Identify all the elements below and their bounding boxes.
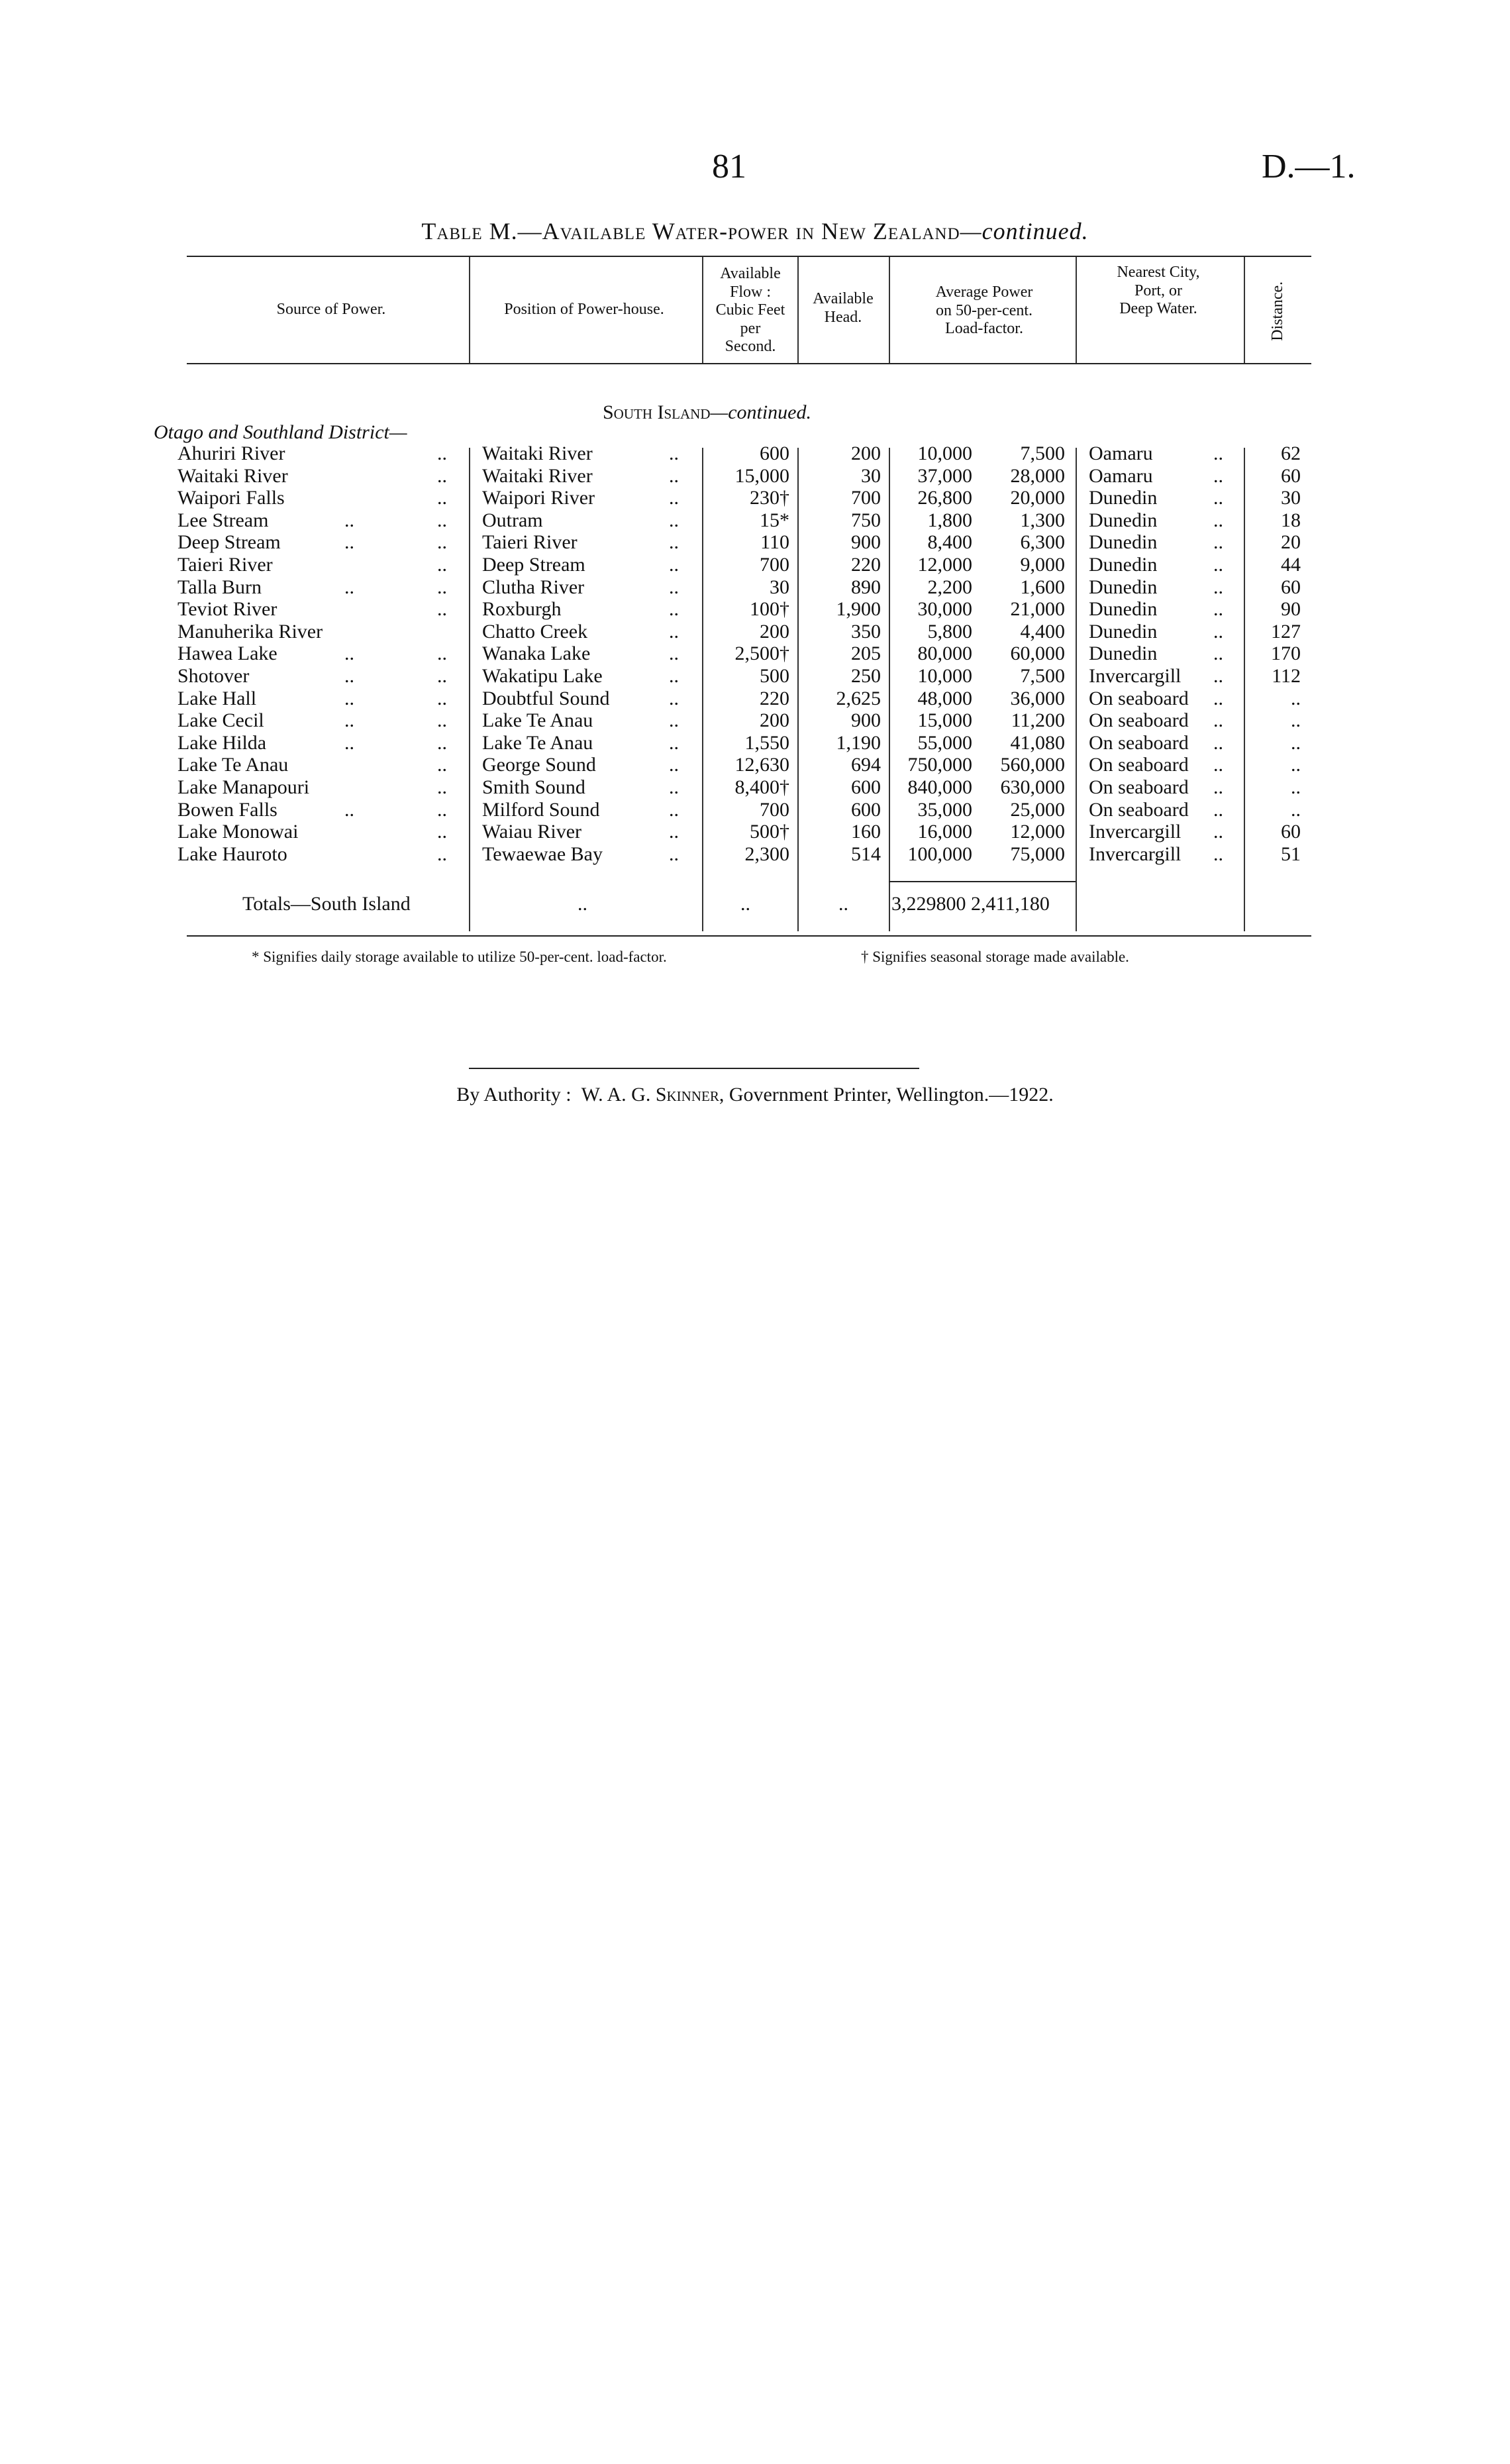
leader-dots: .. xyxy=(344,576,354,598)
leader-dots: .. xyxy=(669,709,679,732)
cell-head: 900 xyxy=(851,531,881,554)
cell-source: Lake Te Anau xyxy=(177,754,289,776)
table-row xyxy=(0,843,1510,866)
cell-power-load: 560,000 xyxy=(1000,754,1065,776)
section-heading: South Island—continued. xyxy=(603,401,811,423)
cell-source: Bowen Falls xyxy=(177,798,277,821)
cell-power-load: 1,300 xyxy=(1020,509,1065,531)
cell-city: Dunedin xyxy=(1089,554,1158,576)
table-row xyxy=(0,509,1510,532)
cell-power-load: 60,000 xyxy=(1010,642,1065,665)
cell-source: Deep Stream xyxy=(177,531,281,554)
cell-flow: 2,500† xyxy=(734,642,789,665)
cell-source: Waipori Falls xyxy=(177,487,285,509)
cell-city: Oamaru xyxy=(1089,464,1153,487)
table-row xyxy=(0,554,1510,576)
leader-dots: .. xyxy=(344,531,354,554)
leader-dots: .. xyxy=(669,442,679,464)
leader-dots: .. xyxy=(1213,576,1223,598)
cell-flow: 500 xyxy=(760,665,789,687)
table-row xyxy=(0,732,1510,754)
cell-source: Shotover xyxy=(177,665,250,687)
cell-position: Wanaka Lake xyxy=(482,642,591,665)
cell-distance: 112 xyxy=(1272,665,1301,687)
authority-rule xyxy=(469,1068,919,1069)
cell-source: Lake Manapouri xyxy=(177,776,310,798)
cell-power-50: 1,800 xyxy=(927,509,972,531)
leader-dots: .. xyxy=(437,509,447,531)
leader-dots: .. xyxy=(1213,798,1223,821)
cell-head: 205 xyxy=(851,642,881,665)
leader-dots: .. xyxy=(437,665,447,687)
header-divider xyxy=(797,257,799,363)
column-header-position: Position of Power-house. xyxy=(504,301,664,318)
totals-head: .. xyxy=(838,893,848,915)
leader-dots: .. xyxy=(1213,754,1223,776)
cell-position: Deep Stream xyxy=(482,554,585,576)
district-heading: Otago and Southland District— xyxy=(154,421,407,443)
table-row xyxy=(0,665,1510,688)
table-row xyxy=(0,531,1510,554)
leader-dots: .. xyxy=(1213,665,1223,687)
table-row xyxy=(0,621,1510,643)
table-row xyxy=(0,754,1510,776)
table-row xyxy=(0,642,1510,665)
cell-distance: .. xyxy=(1291,731,1301,754)
cell-position: George Sound xyxy=(482,754,596,776)
leader-dots: .. xyxy=(669,665,679,687)
leader-dots: .. xyxy=(344,642,354,665)
cell-city: Oamaru xyxy=(1089,442,1153,464)
leader-dots: .. xyxy=(437,731,447,754)
cell-distance: 60 xyxy=(1281,464,1301,487)
cell-city: Dunedin xyxy=(1089,531,1158,554)
footnote-star: * Signifies daily storage available to utilize 50-per-cent. load-factor. xyxy=(252,949,667,965)
leader-dots: .. xyxy=(1213,554,1223,576)
leader-dots: .. xyxy=(1213,464,1223,487)
leader-dots: .. xyxy=(669,576,679,598)
printer-authority-line: By Authority : W. A. G. Skinner, Government Printer, Wellington.—1922. xyxy=(456,1084,1054,1105)
cell-flow: 30 xyxy=(770,576,789,598)
cell-power-load: 28,000 xyxy=(1010,464,1065,487)
leader-dots: .. xyxy=(669,731,679,754)
cell-distance: 90 xyxy=(1281,598,1301,621)
cell-flow: 700 xyxy=(760,554,789,576)
cell-flow: 12,630 xyxy=(734,754,789,776)
cell-power-50: 8,400 xyxy=(927,531,972,554)
column-header-distance: Distance. xyxy=(1269,281,1287,341)
cell-power-load: 9,000 xyxy=(1020,554,1065,576)
cell-power-load: 75,000 xyxy=(1010,843,1065,865)
cell-power-50: 10,000 xyxy=(917,665,972,687)
leader-dots: .. xyxy=(669,531,679,554)
cell-flow: 100† xyxy=(750,598,789,621)
cell-power-50: 15,000 xyxy=(917,709,972,732)
cell-power-load: 630,000 xyxy=(1000,776,1065,798)
cell-distance: 20 xyxy=(1281,531,1301,554)
cell-source: Hawea Lake xyxy=(177,642,277,665)
cell-flow: 15,000 xyxy=(734,464,789,487)
leader-dots: .. xyxy=(437,843,447,865)
cell-distance: 127 xyxy=(1271,620,1301,642)
cell-power-load: 12,000 xyxy=(1010,821,1065,843)
cell-power-load: 36,000 xyxy=(1010,687,1065,709)
leader-dots: .. xyxy=(437,442,447,464)
cell-source: Lee Stream xyxy=(177,509,269,531)
totals-position: .. xyxy=(578,893,587,915)
leader-dots: .. xyxy=(1213,598,1223,621)
leader-dots: .. xyxy=(437,598,447,621)
cell-power-50: 35,000 xyxy=(917,798,972,821)
cell-position: Clutha River xyxy=(482,576,585,598)
cell-distance: 170 xyxy=(1271,642,1301,665)
cell-position: Smith Sound xyxy=(482,776,585,798)
table-row xyxy=(0,598,1510,621)
column-header-flow: Available Flow : Cubic Feet per Second. xyxy=(715,265,785,356)
leader-dots: .. xyxy=(669,821,679,843)
cell-position: Lake Te Anau xyxy=(482,709,593,732)
totals-flow: .. xyxy=(740,893,750,915)
leader-dots: .. xyxy=(669,798,679,821)
leader-dots: .. xyxy=(669,754,679,776)
cell-power-load: 21,000 xyxy=(1010,598,1065,621)
cell-city: On seaboard xyxy=(1089,731,1189,754)
cell-power-load: 6,300 xyxy=(1020,531,1065,554)
cell-distance: 51 xyxy=(1281,843,1301,865)
cell-position: Lake Te Anau xyxy=(482,731,593,754)
leader-dots: .. xyxy=(669,464,679,487)
cell-distance: .. xyxy=(1291,776,1301,798)
leader-dots: .. xyxy=(437,821,447,843)
table-row xyxy=(0,442,1510,465)
document-reference: D.—1. xyxy=(1262,148,1356,185)
cell-position: Outram xyxy=(482,509,543,531)
leader-dots: .. xyxy=(669,554,679,576)
cell-flow: 110 xyxy=(760,531,789,554)
cell-city: Invercargill xyxy=(1089,665,1182,687)
cell-head: 514 xyxy=(851,843,881,865)
header-divider xyxy=(1244,257,1245,363)
cell-position: Waiau River xyxy=(482,821,582,843)
cell-power-load: 41,080 xyxy=(1010,731,1065,754)
cell-source: Lake Hilda xyxy=(177,731,267,754)
table-title xyxy=(0,217,1510,245)
cell-flow: 1,550 xyxy=(744,731,789,754)
column-header-power: Average Power on 50-per-cent. Load-factor. xyxy=(935,283,1033,338)
leader-dots: .. xyxy=(1213,776,1223,798)
leader-dots: .. xyxy=(437,642,447,665)
cell-power-50: 80,000 xyxy=(917,642,972,665)
cell-head: 1,190 xyxy=(836,731,881,754)
cell-distance: 60 xyxy=(1281,821,1301,843)
cell-source: Manuherika River xyxy=(177,620,323,642)
cell-power-50: 10,000 xyxy=(917,442,972,464)
cell-power-50: 30,000 xyxy=(917,598,972,621)
cell-distance: .. xyxy=(1291,798,1301,821)
cell-distance: .. xyxy=(1291,709,1301,732)
table-row xyxy=(0,821,1510,843)
cell-flow: 220 xyxy=(760,687,789,709)
leader-dots: .. xyxy=(344,798,354,821)
leader-dots: .. xyxy=(344,709,354,732)
cell-position: Milford Sound xyxy=(482,798,600,821)
cell-power-load: 7,500 xyxy=(1020,442,1065,464)
table-title-suffix: —continued. xyxy=(960,218,1089,244)
cell-flow: 200 xyxy=(760,709,789,732)
cell-power-50: 840,000 xyxy=(907,776,972,798)
cell-city: On seaboard xyxy=(1089,754,1189,776)
column-header-head: Available Head. xyxy=(813,290,874,326)
totals-power: 3,229800 2,411,180 xyxy=(891,893,1050,915)
cell-city: Dunedin xyxy=(1089,598,1158,621)
leader-dots: .. xyxy=(669,509,679,531)
table-row xyxy=(0,688,1510,710)
cell-head: 694 xyxy=(851,754,881,776)
cell-city: Dunedin xyxy=(1089,642,1158,665)
cell-flow: 500† xyxy=(750,821,789,843)
cell-head: 600 xyxy=(851,798,881,821)
cell-distance: 62 xyxy=(1281,442,1301,464)
leader-dots: .. xyxy=(344,509,354,531)
cell-source: Lake Hauroto xyxy=(177,843,287,865)
leader-dots: .. xyxy=(1213,731,1223,754)
leader-dots: .. xyxy=(1213,620,1223,642)
cell-flow: 200 xyxy=(760,620,789,642)
cell-head: 890 xyxy=(851,576,881,598)
cell-position: Wakatipu Lake xyxy=(482,665,603,687)
leader-dots: .. xyxy=(1213,531,1223,554)
column-header-source: Source of Power. xyxy=(276,301,386,318)
cell-city: On seaboard xyxy=(1089,776,1189,798)
leader-dots: .. xyxy=(344,731,354,754)
leader-dots: .. xyxy=(669,843,679,865)
table-row xyxy=(0,799,1510,821)
cell-power-load: 7,500 xyxy=(1020,665,1065,687)
cell-position: Waipori River xyxy=(482,487,595,509)
cell-source: Lake Hall xyxy=(177,687,257,709)
cell-head: 2,625 xyxy=(836,687,881,709)
cell-source: Teviot River xyxy=(177,598,277,621)
cell-source: Talla Burn xyxy=(177,576,262,598)
cell-head: 600 xyxy=(851,776,881,798)
cell-source: Taieri River xyxy=(177,554,273,576)
leader-dots: .. xyxy=(437,464,447,487)
leader-dots: .. xyxy=(1213,509,1223,531)
leader-dots: .. xyxy=(669,776,679,798)
cell-head: 700 xyxy=(851,487,881,509)
cell-city: On seaboard xyxy=(1089,709,1189,732)
cell-head: 900 xyxy=(851,709,881,732)
cell-power-50: 2,200 xyxy=(927,576,972,598)
table-title-main: Table M.—Available Water-power in New Zealand xyxy=(421,218,960,244)
leader-dots: .. xyxy=(1213,642,1223,665)
table-row xyxy=(0,776,1510,799)
cell-position: Roxburgh xyxy=(482,598,562,621)
cell-city: Dunedin xyxy=(1089,487,1158,509)
cell-source: Waitaki River xyxy=(177,464,288,487)
cell-power-50: 750,000 xyxy=(907,754,972,776)
leader-dots: .. xyxy=(437,554,447,576)
leader-dots: .. xyxy=(1213,442,1223,464)
cell-flow: 600 xyxy=(760,442,789,464)
leader-dots: .. xyxy=(437,487,447,509)
cell-head: 160 xyxy=(851,821,881,843)
cell-distance: 30 xyxy=(1281,487,1301,509)
cell-position: Doubtful Sound xyxy=(482,687,610,709)
cell-head: 30 xyxy=(861,464,881,487)
column-header-city: Nearest City, Port, or Deep Water. xyxy=(1117,264,1200,318)
header-divider xyxy=(1076,257,1077,363)
cell-power-50: 100,000 xyxy=(907,843,972,865)
cell-position: Waitaki River xyxy=(482,442,593,464)
cell-power-load: 11,200 xyxy=(1011,709,1065,732)
cell-flow: 2,300 xyxy=(744,843,789,865)
header-divider xyxy=(889,257,890,363)
table-row xyxy=(0,487,1510,509)
cell-source: Lake Cecil xyxy=(177,709,264,732)
cell-position: Chatto Creek xyxy=(482,620,588,642)
cell-head: 350 xyxy=(851,620,881,642)
header-divider xyxy=(702,257,703,363)
cell-power-50: 26,800 xyxy=(917,487,972,509)
cell-city: On seaboard xyxy=(1089,687,1189,709)
cell-head: 250 xyxy=(851,665,881,687)
cell-city: On seaboard xyxy=(1089,798,1189,821)
cell-power-50: 48,000 xyxy=(917,687,972,709)
cell-power-load: 25,000 xyxy=(1010,798,1065,821)
cell-power-load: 1,600 xyxy=(1020,576,1065,598)
header-bottom-rule xyxy=(187,363,1311,364)
leader-dots: .. xyxy=(344,687,354,709)
cell-flow: 15* xyxy=(760,509,789,531)
leader-dots: .. xyxy=(669,598,679,621)
leader-dots: .. xyxy=(437,576,447,598)
cell-source: Lake Monowai xyxy=(177,821,299,843)
cell-distance: .. xyxy=(1291,687,1301,709)
leader-dots: .. xyxy=(344,665,354,687)
cell-city: Invercargill xyxy=(1089,821,1182,843)
cell-distance: 18 xyxy=(1281,509,1301,531)
leader-dots: .. xyxy=(437,754,447,776)
footnote-dagger: † Signifies seasonal storage made available. xyxy=(861,949,1129,965)
leader-dots: .. xyxy=(1213,687,1223,709)
leader-dots: .. xyxy=(1213,487,1223,509)
cell-power-load: 4,400 xyxy=(1020,620,1065,642)
cell-position: Taieri River xyxy=(482,531,578,554)
leader-dots: .. xyxy=(669,642,679,665)
cell-head: 1,900 xyxy=(836,598,881,621)
header-top-rule xyxy=(187,256,1311,257)
leader-dots: .. xyxy=(1213,709,1223,732)
table-row xyxy=(0,709,1510,732)
leader-dots: .. xyxy=(437,776,447,798)
leader-dots: .. xyxy=(669,487,679,509)
leader-dots: .. xyxy=(669,687,679,709)
leader-dots: .. xyxy=(669,620,679,642)
leader-dots: .. xyxy=(437,687,447,709)
cell-position: Waitaki River xyxy=(482,464,593,487)
leader-dots: .. xyxy=(437,709,447,732)
leader-dots: .. xyxy=(1213,821,1223,843)
table-bottom-rule xyxy=(187,935,1311,937)
leader-dots: .. xyxy=(1213,843,1223,865)
cell-city: Dunedin xyxy=(1089,576,1158,598)
cell-city: Dunedin xyxy=(1089,509,1158,531)
cell-power-50: 12,000 xyxy=(917,554,972,576)
cell-power-50: 16,000 xyxy=(917,821,972,843)
cell-flow: 230† xyxy=(750,487,789,509)
totals-top-rule xyxy=(889,881,1076,882)
cell-power-50: 55,000 xyxy=(917,731,972,754)
cell-distance: 44 xyxy=(1281,554,1301,576)
cell-city: Dunedin xyxy=(1089,620,1158,642)
header-divider xyxy=(469,257,470,363)
cell-power-50: 37,000 xyxy=(917,464,972,487)
leader-dots: .. xyxy=(437,798,447,821)
cell-flow: 8,400† xyxy=(734,776,789,798)
leader-dots: .. xyxy=(437,531,447,554)
page-number: 81 xyxy=(712,148,746,185)
cell-head: 220 xyxy=(851,554,881,576)
cell-distance: 60 xyxy=(1281,576,1301,598)
cell-position: Tewaewae Bay xyxy=(482,843,603,865)
cell-head: 200 xyxy=(851,442,881,464)
cell-head: 750 xyxy=(851,509,881,531)
cell-distance: .. xyxy=(1291,754,1301,776)
cell-power-50: 5,800 xyxy=(927,620,972,642)
table-row xyxy=(0,465,1510,488)
cell-source: Ahuriri River xyxy=(177,442,285,464)
totals-label: Totals—South Island xyxy=(242,893,411,915)
cell-city: Invercargill xyxy=(1089,843,1182,865)
cell-power-load: 20,000 xyxy=(1010,487,1065,509)
table-row xyxy=(0,576,1510,599)
cell-flow: 700 xyxy=(760,798,789,821)
